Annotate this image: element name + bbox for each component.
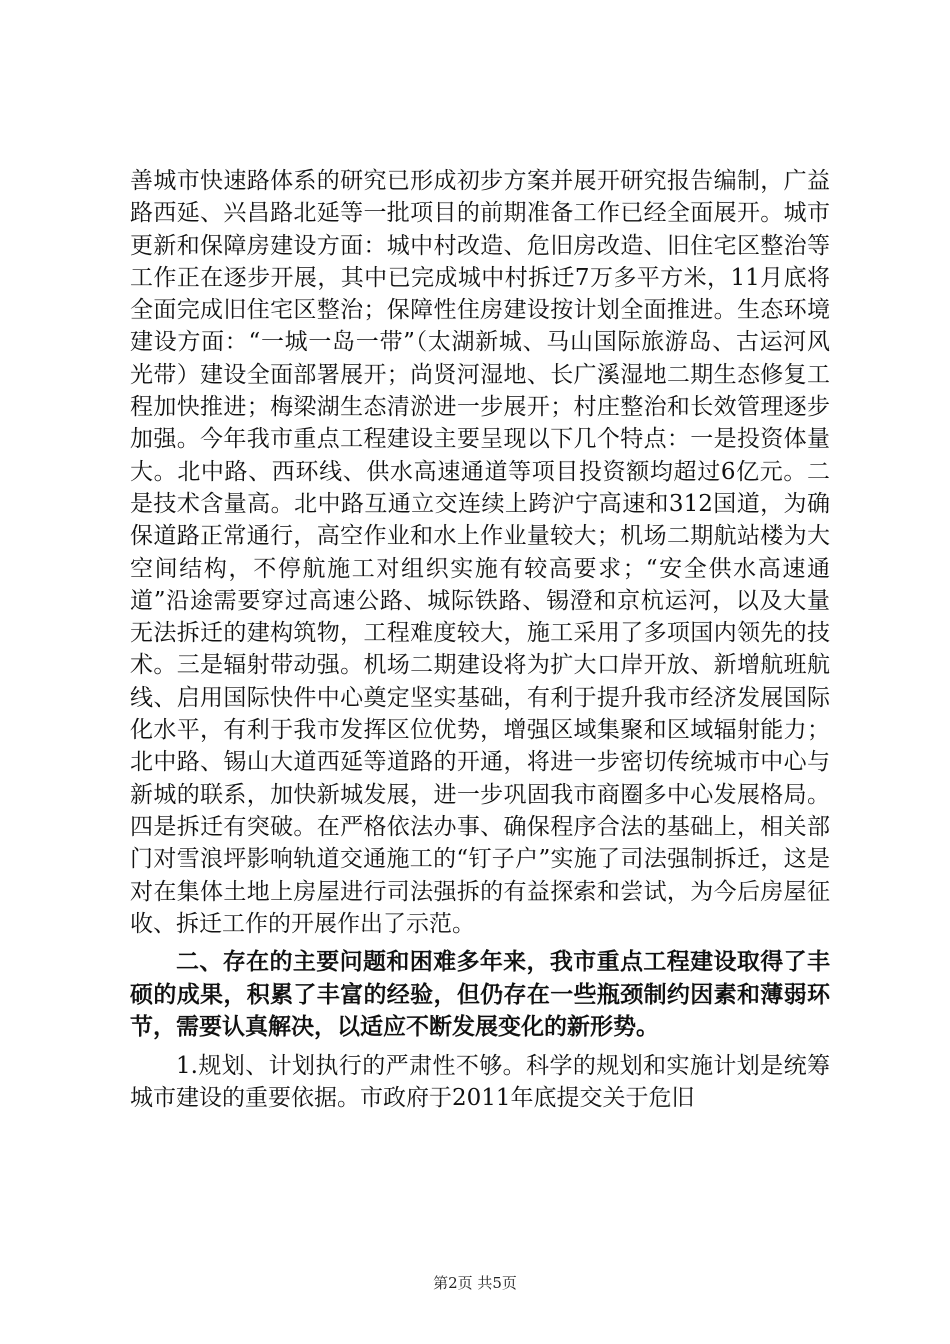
body-paragraph-planning: 1.规划、计划执行的严肃性不够。科学的规划和实施计划是统筹城市建设的重要依据。市政府于2011年底提交关于危旧 — [130, 1052, 830, 1111]
body-paragraph-continuation: 善城市快速路体系的研究已形成初步方案并展开研究报告编制，广益路西延、兴昌路北延等一批项目的前期准备工作已经全面展开。城市更新和保障房建设方面：城中村改造、危旧房改造、旧住宅区整治等工作正在逐步开展，其中已完成城中村拆迁7万多平方米，11月底将全面完成旧住宅区整治；保障性住房建设按计划全面推进。生态环境建设方面：“一城一岛一带”（太湖新城、马山国际旅游岛、古运河风光带）建设全面部署展开；尚贤河湿地、长广溪湿地二期生态修复工程加快推进；梅梁湖生态清淤进一步展开；村庄整治和长效管理逐步加强。今年我市重点工程建设主要呈现以下几个特点：一是投资体量大。北中路、西环线、供水高速通道等项目投资额均超过6亿元。二是技术含量高。北中路互通立交连续上跨沪宁高速和312国道，为确保道路正常通行，高空作业和水上作业量较大；机场二期航站楼为大空间结构，不停航施工对组织实施有较高要求；“安全供水高速通道”沿途需要穿过高速公路、城际铁路、锡澄和京杭运河，以及大量无法拆迁的建构筑物，工程难度较大，施工采用了多项国内领先的技术。三是辐射带动强。机场二期建设将为扩大口岸开放、新增航班航线、启用国际快件中心奠定坚实基础，有利于提升我市经济发展国际化水平，有利于我市发挥区位优势，增强区域集聚和区域辐射能力；北中路、锡山大道西延等道路的开通，将进一步密切传统城市中心与新城的联系，加快新城发展，进一步巩固我市商圈多中心发展格局。四是拆迁有突破。在严格依法办事、确保程序合法的基础上，相关部门对雪浪坪影响轨道交通施工的“钉子户”实施了司法强制拆迁，这是对在集体土地上房屋进行司法强拆的有益探索和尝试，为今后房屋征收、拆迁工作的开展作出了示范。 — [130, 168, 830, 937]
document-body — [130, 165, 830, 1114]
page-number-footer: 第2页 共5页 — [433, 1274, 517, 1292]
section-heading-problems: 二、存在的主要问题和困难多年来，我市重点工程建设取得了丰硕的成果，积累了丰富的经验，但仍存在一些瓶颈制约因素和薄弱环节，需要认真解决，以适应不断发展变化的新形势。 — [130, 949, 830, 1041]
